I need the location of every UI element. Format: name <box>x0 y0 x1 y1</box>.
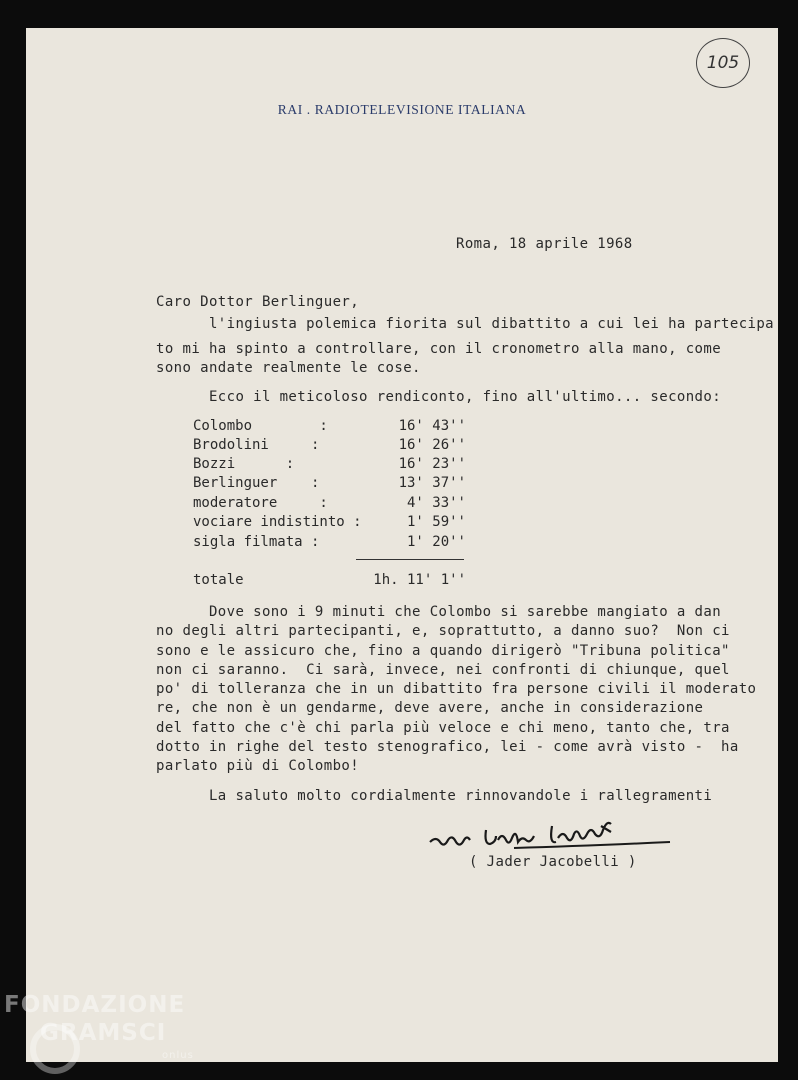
total-row <box>193 572 466 588</box>
text-line: no degli altri partecipanti, e, soprattutto, a danno suo? Non ci <box>156 623 730 639</box>
table-row <box>193 437 466 453</box>
table-row <box>193 534 466 550</box>
watermark-logo <box>4 992 194 1061</box>
total-label: totale <box>193 572 244 588</box>
letter-page <box>26 28 778 1062</box>
text-line: del fatto che c'è chi parla più veloce e chi meno, tanto che, tra <box>156 720 730 736</box>
speaker-name: Colombo : <box>193 418 328 434</box>
speaker-time: 13' 37'' <box>398 475 466 491</box>
text-line: non ci saranno. Ci sarà, invece, nei confronti di chiunque, quel <box>156 662 730 678</box>
speaker-time: 4' 33'' <box>406 495 466 511</box>
text-line: Dove sono i 9 minuti che Colombo si sarebbe mangiato a dan <box>156 604 722 620</box>
speaker-name: Bozzi : <box>193 456 295 472</box>
signature-name: ( Jader Jacobelli ) <box>469 854 637 870</box>
speaker-name: Berlinguer : <box>193 475 320 491</box>
date-line: Roma, 18 aprile 1968 <box>456 236 633 252</box>
page-number-stamp: 105 <box>696 38 750 88</box>
speaker-name: sigla filmata : <box>193 534 320 550</box>
salutation: Caro Dottor Berlinguer, <box>156 294 360 310</box>
speaker-time: 16' 23'' <box>398 456 466 472</box>
total-value: 1h. 11' 1'' <box>373 572 466 588</box>
text-line: dotto in righe del testo stenografico, lei - come avrà visto - ha <box>156 739 739 755</box>
table-row <box>193 495 466 511</box>
text-line: re, che non è un gendarme, deve avere, anche in considerazione <box>156 700 704 716</box>
total-divider <box>356 559 464 560</box>
text-line: sono andate realmente le cose. <box>156 360 421 376</box>
handwritten-signature <box>426 816 676 856</box>
speaker-time: 1' 20'' <box>406 534 466 550</box>
speaker-time: 16' 43'' <box>398 418 466 434</box>
letterhead: RAI . RADIOTELEVISIONE ITALIANA <box>277 102 527 117</box>
watermark-line-1: FONDAZIONE <box>4 992 186 1018</box>
watermark-small: onlus <box>162 1050 194 1061</box>
text-line: to mi ha spinto a controllare, con il cronometro alla mano, come <box>156 341 722 357</box>
table-row <box>193 418 466 434</box>
closing-line: La saluto molto cordialmente rinnovandole i rallegramenti <box>156 788 713 804</box>
table-intro: Ecco il meticoloso rendiconto, fino all'ultimo... secondo: <box>156 389 722 405</box>
text-line: parlato più di Colombo! <box>156 758 360 774</box>
text-line: l'ingiusta polemica fiorita sul dibattito a cui lei ha partecipa <box>156 316 775 332</box>
table-row <box>193 456 466 472</box>
table-row <box>193 475 466 491</box>
text-line: po' di tolleranza che in un dibattito fra persone civili il moderato <box>156 681 757 697</box>
text-line: sono e le assicuro che, fino a quando dirigerò "Tribuna politica" <box>156 643 730 659</box>
watermark-line-2: GRAMSCI <box>40 1020 167 1046</box>
table-row <box>193 514 466 530</box>
speaker-time: 16' 26'' <box>398 437 466 453</box>
speaker-name: vociare indistinto : <box>193 514 362 530</box>
speaker-name: Brodolini : <box>193 437 320 453</box>
speaker-time: 1' 59'' <box>406 514 466 530</box>
speaker-name: moderatore : <box>193 495 328 511</box>
